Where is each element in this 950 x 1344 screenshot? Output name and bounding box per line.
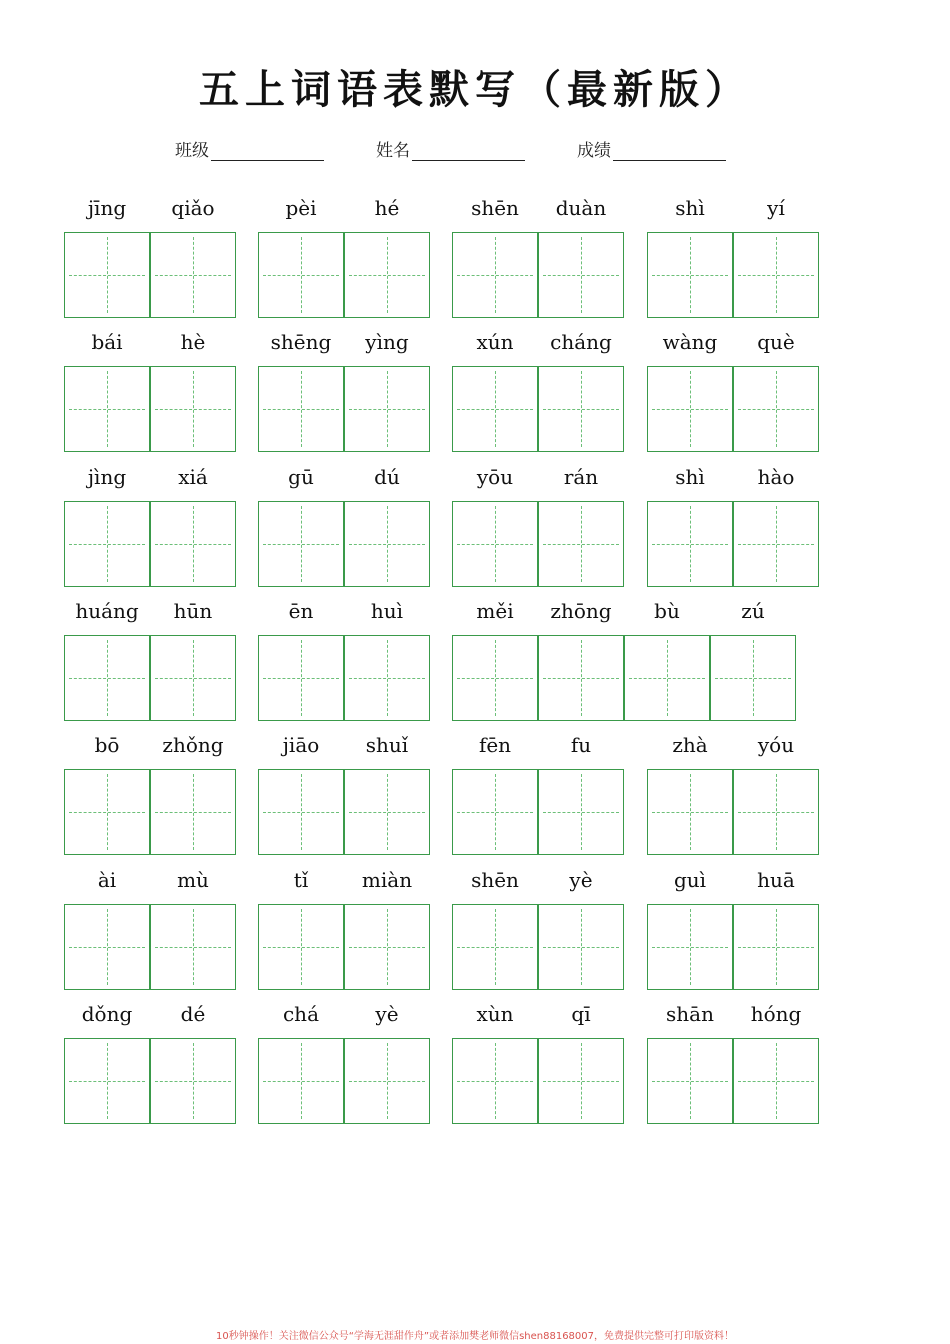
pinyin-label: chá <box>282 1001 319 1026</box>
writing-box[interactable] <box>538 232 624 318</box>
guide-line-horizontal <box>349 947 425 948</box>
writing-box[interactable] <box>733 232 819 318</box>
pinyin-label: ēn <box>288 598 314 623</box>
writing-box[interactable] <box>64 501 150 587</box>
pinyin-label: duàn <box>555 196 607 220</box>
pinyin-label: yè <box>375 1001 399 1026</box>
pinyin-label: bù <box>654 598 680 623</box>
pinyin-label: shuǐ <box>365 733 409 758</box>
writing-box[interactable] <box>150 232 236 318</box>
writing-box[interactable] <box>64 635 150 721</box>
guide-line-horizontal <box>652 1081 728 1082</box>
writing-box[interactable] <box>258 501 344 587</box>
writing-box[interactable] <box>452 904 538 990</box>
pinyin-label: zú <box>741 598 765 623</box>
class-label: 班级 <box>175 141 209 161</box>
writing-box[interactable] <box>258 232 344 318</box>
guide-line-horizontal <box>349 409 425 410</box>
writing-box[interactable] <box>64 1038 150 1124</box>
guide-line-horizontal <box>715 678 791 679</box>
guide-line-horizontal <box>69 947 145 948</box>
guide-line-horizontal <box>349 812 425 813</box>
guide-line-horizontal <box>69 678 145 679</box>
pinyin-label: shēn <box>471 196 519 220</box>
writing-box[interactable] <box>538 635 624 721</box>
writing-box[interactable] <box>344 904 430 990</box>
pinyin-label: bō <box>94 733 120 758</box>
writing-box[interactable] <box>258 635 344 721</box>
guide-line-horizontal <box>263 275 339 276</box>
writing-box[interactable] <box>64 904 150 990</box>
writing-box[interactable] <box>452 1038 538 1124</box>
pinyin-label: rán <box>563 464 599 489</box>
writing-box[interactable] <box>344 366 430 452</box>
pinyin-label: dú <box>374 464 400 489</box>
pinyin-label: huáng <box>75 598 139 623</box>
pinyin-label: shēng <box>270 330 332 355</box>
writing-box[interactable] <box>452 501 538 587</box>
writing-box[interactable] <box>150 366 236 452</box>
guide-line-horizontal <box>738 544 814 545</box>
writing-box[interactable] <box>733 501 819 587</box>
writing-box[interactable] <box>624 635 710 721</box>
pinyin-label: shì <box>675 464 705 489</box>
guide-line-horizontal <box>263 812 339 813</box>
writing-box[interactable] <box>150 769 236 855</box>
writing-box[interactable] <box>452 769 538 855</box>
pinyin-label: bái <box>91 330 123 355</box>
guide-line-horizontal <box>69 1081 145 1082</box>
guide-line-horizontal <box>155 1081 231 1082</box>
writing-box[interactable] <box>647 769 733 855</box>
guide-line-horizontal <box>263 947 339 948</box>
writing-box[interactable] <box>733 904 819 990</box>
writing-box[interactable] <box>647 232 733 318</box>
writing-box[interactable] <box>710 635 796 721</box>
writing-box[interactable] <box>647 501 733 587</box>
pinyin-label: huā <box>757 867 795 892</box>
pinyin-label: fu <box>570 733 592 758</box>
pinyin-label: qī <box>571 1001 591 1026</box>
guide-line-horizontal <box>69 812 145 813</box>
guide-line-horizontal <box>738 812 814 813</box>
pinyin-label: xùn <box>476 1001 514 1026</box>
pinyin-label: hóng <box>750 1001 802 1026</box>
pinyin-label: jiāo <box>282 733 320 758</box>
guide-line-horizontal <box>738 409 814 410</box>
guide-line-horizontal <box>263 409 339 410</box>
guide-line-horizontal <box>349 544 425 545</box>
guide-line-horizontal <box>155 275 231 276</box>
writing-box[interactable] <box>538 501 624 587</box>
guide-line-horizontal <box>263 544 339 545</box>
pinyin-label: fēn <box>478 733 512 758</box>
writing-box[interactable] <box>344 769 430 855</box>
pinyin-label: miàn <box>361 867 413 892</box>
writing-box[interactable] <box>64 366 150 452</box>
pinyin-label: qiǎo <box>171 196 215 220</box>
writing-box[interactable] <box>344 501 430 587</box>
pinyin-label: zhǒng <box>162 733 224 758</box>
pinyin-label: mù <box>177 867 209 892</box>
pinyin-label: cháng <box>550 330 612 355</box>
writing-box[interactable] <box>538 904 624 990</box>
writing-box[interactable] <box>150 635 236 721</box>
pinyin-label: shān <box>666 1001 714 1026</box>
guide-line-horizontal <box>155 409 231 410</box>
guide-line-horizontal <box>457 544 533 545</box>
pinyin-label: tǐ <box>293 867 309 892</box>
pinyin-label: jīng <box>87 196 127 220</box>
pinyin-label: yí <box>767 196 785 220</box>
guide-line-horizontal <box>457 947 533 948</box>
guide-line-horizontal <box>543 947 619 948</box>
guide-line-horizontal <box>457 812 533 813</box>
guide-line-horizontal <box>457 678 533 679</box>
writing-box[interactable] <box>258 904 344 990</box>
guide-line-horizontal <box>69 275 145 276</box>
guide-line-horizontal <box>349 678 425 679</box>
pinyin-label: zhōng <box>550 598 612 623</box>
writing-box[interactable] <box>452 635 538 721</box>
guide-line-horizontal <box>349 1081 425 1082</box>
pinyin-label: yóu <box>757 733 795 758</box>
writing-box[interactable] <box>452 366 538 452</box>
pinyin-label: huì <box>370 598 404 623</box>
pinyin-label: dǒng <box>81 1001 133 1026</box>
guide-line-horizontal <box>155 678 231 679</box>
pinyin-label: wàng <box>662 330 718 355</box>
writing-box[interactable] <box>733 366 819 452</box>
writing-box[interactable] <box>538 769 624 855</box>
guide-line-horizontal <box>543 812 619 813</box>
score-label: 成绩 <box>577 141 611 161</box>
guide-line-horizontal <box>263 678 339 679</box>
pinyin-label: ài <box>97 867 117 892</box>
writing-box[interactable] <box>647 904 733 990</box>
pinyin-label: yōu <box>476 464 514 489</box>
writing-box[interactable] <box>258 366 344 452</box>
guide-line-horizontal <box>349 275 425 276</box>
pinyin-label: què <box>757 330 795 355</box>
pinyin-label: hè <box>180 330 206 355</box>
writing-box[interactable] <box>150 904 236 990</box>
writing-box[interactable] <box>538 1038 624 1124</box>
guide-line-horizontal <box>738 947 814 948</box>
pinyin-label: yìng <box>365 330 409 355</box>
pinyin-label: xiá <box>178 464 208 489</box>
pinyin-label: yè <box>569 867 593 892</box>
guide-line-horizontal <box>652 275 728 276</box>
pinyin-label: gū <box>288 464 314 489</box>
writing-box[interactable] <box>733 769 819 855</box>
guide-line-horizontal <box>652 812 728 813</box>
guide-line-horizontal <box>69 544 145 545</box>
pinyin-label: shēn <box>471 867 519 892</box>
guide-line-horizontal <box>155 812 231 813</box>
guide-line-horizontal <box>457 1081 533 1082</box>
guide-line-horizontal <box>543 678 619 679</box>
guide-line-horizontal <box>652 409 728 410</box>
guide-line-horizontal <box>738 275 814 276</box>
pinyin-label: xún <box>476 330 514 355</box>
pinyin-label: zhà <box>672 733 708 758</box>
writing-box[interactable] <box>150 501 236 587</box>
guide-line-horizontal <box>543 409 619 410</box>
writing-box[interactable] <box>538 366 624 452</box>
guide-line-horizontal <box>543 544 619 545</box>
guide-line-horizontal <box>652 544 728 545</box>
pinyin-label: hé <box>374 196 400 220</box>
writing-box[interactable] <box>647 1038 733 1124</box>
guide-line-horizontal <box>738 1081 814 1082</box>
pinyin-label: jìng <box>87 464 127 489</box>
writing-box[interactable] <box>64 232 150 318</box>
footer-note: 10秒钟操作！关注微信公众号“学海无涯甜作舟”或者添加樊老师微信shen88168007，免费提供完整可打印版资料！ <box>215 1331 735 1342</box>
writing-box[interactable] <box>258 1038 344 1124</box>
writing-box[interactable] <box>344 635 430 721</box>
guide-line-horizontal <box>263 1081 339 1082</box>
guide-line-horizontal <box>629 678 705 679</box>
guide-line-horizontal <box>457 275 533 276</box>
page-title: 五上词语表默写（最新版） <box>199 66 751 113</box>
pinyin-label: shì <box>675 196 705 220</box>
guide-line-horizontal <box>543 1081 619 1082</box>
writing-box[interactable] <box>150 1038 236 1124</box>
writing-box[interactable] <box>258 769 344 855</box>
writing-box[interactable] <box>344 232 430 318</box>
pinyin-label: guì <box>673 867 707 892</box>
writing-box[interactable] <box>64 769 150 855</box>
pinyin-label: měi <box>476 598 514 623</box>
guide-line-horizontal <box>652 947 728 948</box>
pinyin-label: pèi <box>285 196 317 220</box>
pinyin-label: dé <box>180 1001 206 1026</box>
name-label: 姓名 <box>376 141 410 161</box>
guide-line-horizontal <box>155 947 231 948</box>
guide-line-horizontal <box>69 409 145 410</box>
writing-box[interactable] <box>452 232 538 318</box>
writing-box[interactable] <box>647 366 733 452</box>
guide-line-horizontal <box>155 544 231 545</box>
writing-box[interactable] <box>733 1038 819 1124</box>
pinyin-label: hào <box>757 464 795 489</box>
guide-line-horizontal <box>457 409 533 410</box>
guide-line-horizontal <box>543 275 619 276</box>
writing-box[interactable] <box>344 1038 430 1124</box>
pinyin-label: hūn <box>173 598 213 623</box>
